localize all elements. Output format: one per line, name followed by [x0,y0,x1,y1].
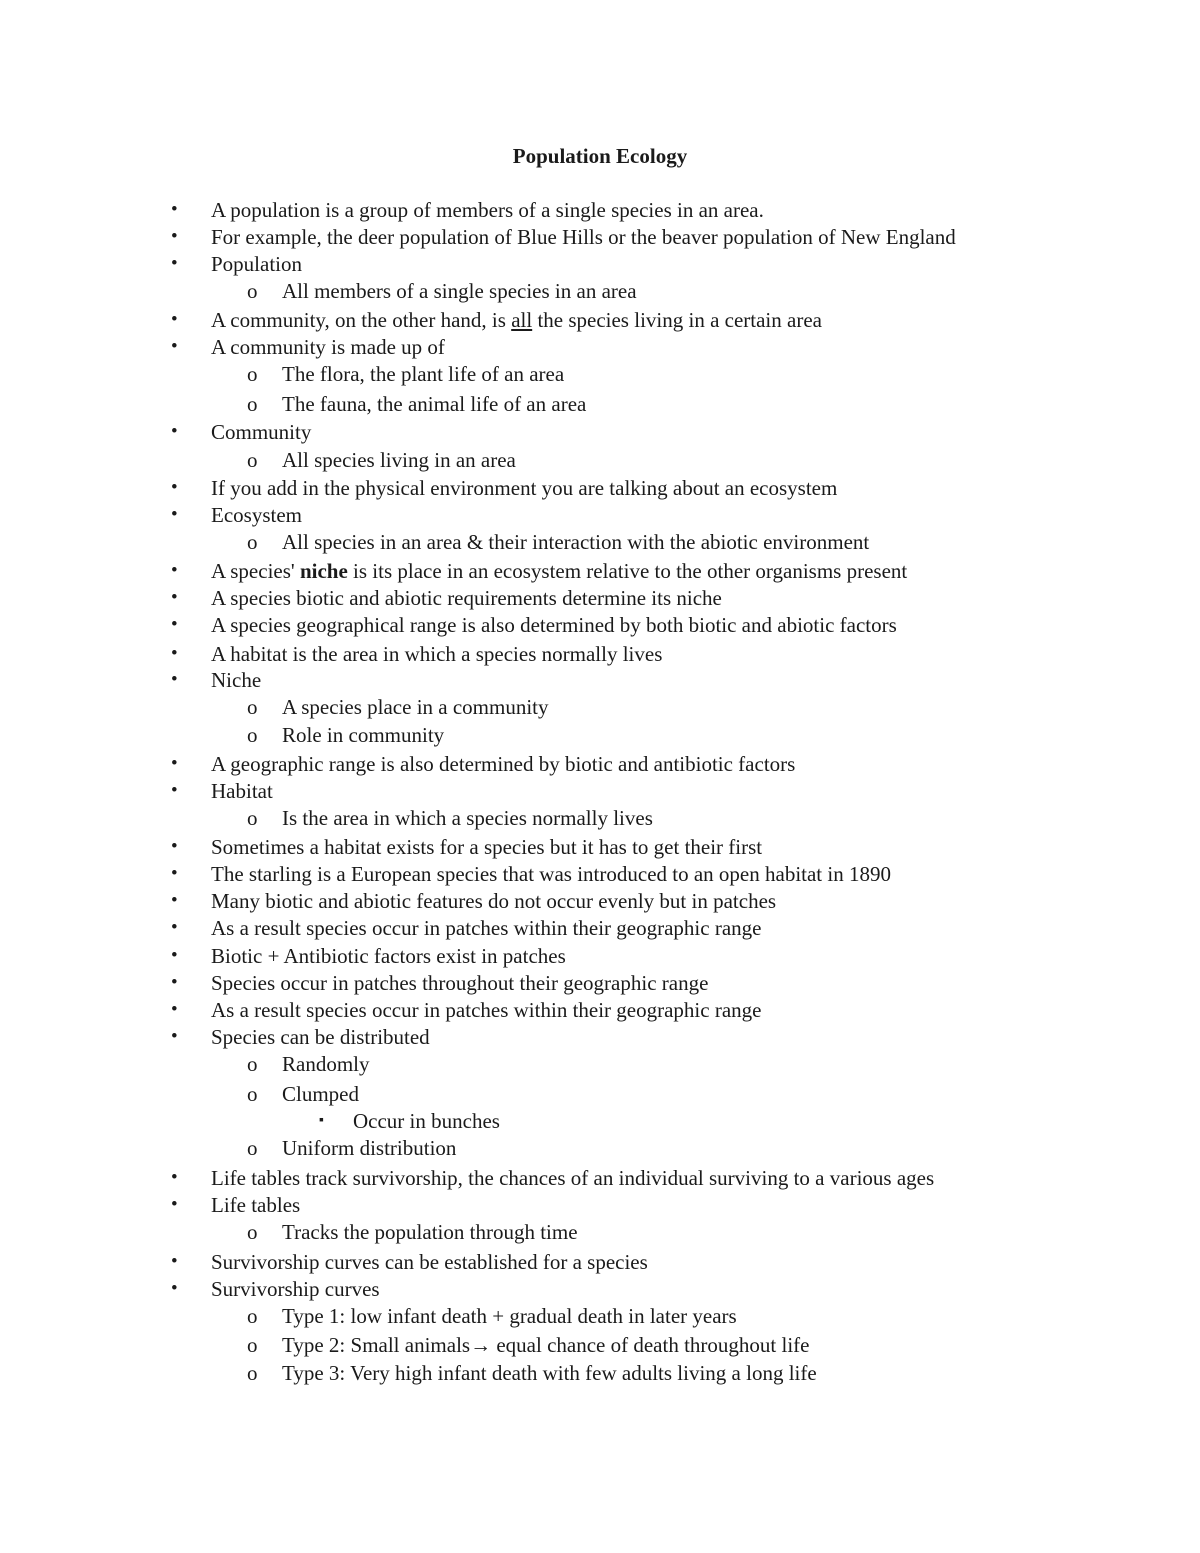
list-item-text: Habitat [211,779,273,803]
list-item-level-2 [0,360,1200,388]
circle-bullet-icon: o [247,1220,258,1244]
bullet-icon: • [171,945,178,966]
list-item-level-1 [0,223,1200,251]
list-item-text: Ecosystem [211,503,302,527]
list-item-level-1 [0,996,1200,1024]
bullet-icon: • [171,1194,178,1215]
bullet-icon: • [171,999,178,1020]
bullet-icon: • [171,1167,178,1188]
list-item-level-1 [0,640,1200,668]
list-item-level-1 [0,1248,1200,1276]
circle-bullet-icon: o [247,1361,258,1385]
bullet-icon: • [171,753,178,774]
list-item-text: A species' niche is its place in an ecosystem relative to the other organisms present [211,559,908,583]
list-item-text: Uniform distribution [282,1136,457,1160]
list-item-level-1 [0,333,1200,361]
list-item-text: Species can be distributed [211,1025,430,1049]
list-item-text: A species biotic and abiotic requirements determine its niche [211,586,722,610]
list-item-text: A community is made up of [211,335,445,359]
list-item-level-2 [0,446,1200,474]
bullet-icon: • [171,560,178,581]
list-item-text: Community [211,420,312,444]
list-item-level-1 [0,306,1200,334]
list-item-level-1 [0,557,1200,585]
bullet-icon: • [171,780,178,801]
list-item-text: A geographic range is also determined by biotic and antibiotic factors [211,752,796,776]
list-item-level-1 [0,887,1200,915]
list-item-level-2 [0,528,1200,556]
list-item-level-2 [0,1050,1200,1078]
list-item-level-1 [0,501,1200,529]
list-item-level-1 [0,750,1200,778]
bullet-icon: • [171,890,178,911]
list-item-text: Life tables track survivorship, the chances of an individual surviving to a various ages [211,1166,935,1190]
list-item-text: A species place in a community [282,695,549,719]
list-item-level-1 [0,1023,1200,1051]
circle-bullet-icon: o [247,362,258,386]
bullet-icon: • [171,1278,178,1299]
circle-bullet-icon: o [247,392,258,416]
circle-bullet-icon: o [247,1304,258,1328]
list-item-level-1 [0,1164,1200,1192]
bullet-icon: • [171,336,178,357]
list-item-level-1 [0,250,1200,278]
circle-bullet-icon: o [247,448,258,472]
list-item-level-1 [0,833,1200,861]
bullet-icon: • [171,1026,178,1047]
list-item-text: Clumped [282,1082,359,1106]
list-item-text: For example, the deer population of Blue Hills or the beaver population of New England [211,225,956,249]
list-item-level-1 [0,777,1200,805]
list-item-text: The flora, the plant life of an area [282,362,565,386]
bullet-icon: • [171,614,178,635]
list-item-text: Sometimes a habitat exists for a species but it has to get their first [211,835,763,859]
bullet-icon: • [171,643,178,664]
list-item-text: All species living in an area [282,448,516,472]
page-title: Population Ecology [512,144,688,168]
circle-bullet-icon: o [247,695,258,719]
list-item-text: Type 2: Small animals→ equal chance of death throughout life [282,1333,810,1357]
bold-term: niche [299,559,348,583]
list-item-text: Many biotic and abiotic features do not occur evenly but in patches [211,889,777,913]
list-item-level-1 [0,418,1200,446]
list-item-level-1 [0,666,1200,694]
circle-bullet-icon: o [247,1333,258,1357]
list-item-text: All members of a single species in an area [282,279,637,303]
bullet-icon: • [171,309,178,330]
list-item-level-2 [0,1218,1200,1246]
list-item-text: Role in community [282,723,445,747]
list-item-level-2 [0,693,1200,721]
list-item-text: As a result species occur in patches within their geographic range [211,998,762,1022]
list-item-text: Type 1: low infant death + gradual death in later years [282,1304,737,1328]
circle-bullet-icon: o [247,723,258,747]
list-item-text: If you add in the physical environment you are talking about an ecosystem [211,476,838,500]
list-item-level-1 [0,1191,1200,1219]
list-item-text: As a result species occur in patches within their geographic range [211,916,762,940]
list-item-text: A population is a group of members of a single species in an area. [211,198,764,222]
circle-bullet-icon: o [247,1082,258,1106]
bullet-icon: • [171,421,178,442]
bullet-icon: • [171,226,178,247]
list-item-text: A community, on the other hand, is all the species living in a certain area [211,308,822,332]
list-item-text: All species in an area & their interaction with the abiotic environment [282,530,870,554]
list-item-level-1 [0,196,1200,224]
circle-bullet-icon: o [247,1136,258,1160]
bullet-icon: • [171,1251,178,1272]
list-item-level-2 [0,1080,1200,1108]
list-item-text: Randomly [282,1052,370,1076]
bullet-icon: • [171,972,178,993]
list-item-text: Population [211,252,303,276]
list-item-level-2 [0,1134,1200,1162]
bullet-icon: • [171,504,178,525]
list-item-level-2 [0,277,1200,305]
list-item-text: Type 3: Very high infant death with few adults living a long life [282,1361,817,1385]
list-item-level-2 [0,1302,1200,1330]
list-item-level-1 [0,611,1200,639]
list-item-level-2 [0,804,1200,832]
circle-bullet-icon: o [247,279,258,303]
circle-bullet-icon: o [247,1052,258,1076]
circle-bullet-icon: o [247,530,258,554]
list-item-text: Occur in bunches [353,1109,500,1133]
list-item-level-2 [0,390,1200,418]
list-item-level-1 [0,942,1200,970]
bullet-icon: • [171,917,178,938]
list-item-text: The fauna, the animal life of an area [282,392,587,416]
list-item-level-3 [0,1107,1200,1135]
list-item-text: Niche [211,668,262,692]
list-item-level-1 [0,914,1200,942]
bullet-icon: • [171,477,178,498]
list-item-text: Survivorship curves [211,1277,380,1301]
list-item-text: Survivorship curves can be established for a species [211,1250,648,1274]
list-item-text: The starling is a European species that was introduced to an open habitat in 1890 [211,862,891,886]
list-item-level-1 [0,860,1200,888]
bullet-icon: • [171,199,178,220]
list-item-level-1 [0,474,1200,502]
square-bullet-icon: ▪ [319,1113,324,1128]
list-item-level-2 [0,721,1200,749]
underlined-word: all [511,308,533,332]
bullet-icon: • [171,863,178,884]
list-item-text: Is the area in which a species normally lives [282,806,653,830]
bullet-icon: • [171,669,178,690]
list-item-level-1 [0,969,1200,997]
list-item-text: Tracks the population through time [282,1220,578,1244]
list-item-level-1 [0,584,1200,612]
list-item-text: A species geographical range is also determined by both biotic and abiotic factors [211,613,897,637]
bullet-icon: • [171,836,178,857]
list-item-text: Species occur in patches throughout their geographic range [211,971,709,995]
list-item-text: Life tables [211,1193,301,1217]
bullet-icon: • [171,587,178,608]
list-item-level-2 [0,1359,1200,1387]
list-item-text: A habitat is the area in which a species normally lives [211,642,663,666]
circle-bullet-icon: o [247,806,258,830]
list-item-text: Biotic + Antibiotic factors exist in patches [211,944,566,968]
list-item-level-1 [0,1275,1200,1303]
list-item-level-2 [0,1331,1200,1359]
bullet-icon: • [171,253,178,274]
